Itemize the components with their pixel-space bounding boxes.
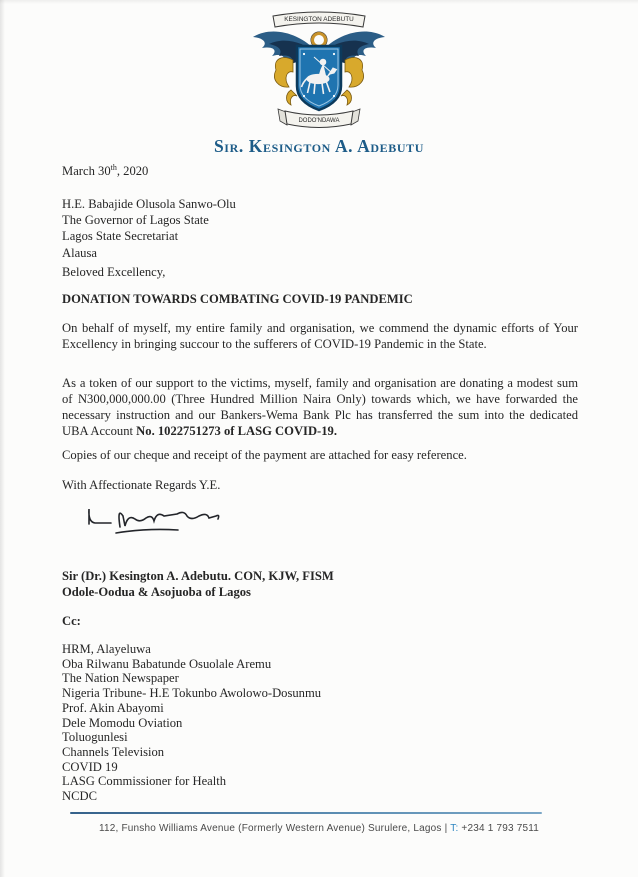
paragraph-2-account-bold: No. 1022751273 of LASG COVID-19. xyxy=(136,424,337,438)
crest-ring-icon xyxy=(313,34,326,47)
date-ordinal: th xyxy=(110,162,117,172)
closing-line: With Affectionate Regards Y.E. xyxy=(62,478,221,492)
list-line: COVID 19 xyxy=(62,759,118,774)
salutation: Beloved Excellency, xyxy=(62,265,166,279)
list-line: NCDC xyxy=(62,789,97,804)
signatory-name: Sir (Dr.) Kesington A. Adebutu. CON, KJW, FISM xyxy=(62,569,334,583)
list-line: Alausa xyxy=(62,245,97,260)
family-crest xyxy=(239,6,399,139)
subject-line: DONATION TOWARDS COMBATING COVID-19 PANDEMIC xyxy=(62,292,413,306)
top-ribbon xyxy=(273,12,365,27)
letterhead-name: Sir. Kesington A. Adebutu xyxy=(213,136,425,156)
signatory-block xyxy=(62,568,578,600)
date-year: , 2020 xyxy=(116,164,149,178)
paragraph-2 xyxy=(62,375,578,439)
footer-phone-label: T: xyxy=(450,823,459,834)
list-line: HRM, Alayeluwa xyxy=(62,642,151,656)
list-line: Prof. Akin Abayomi xyxy=(62,700,164,715)
cc-label: Cc: xyxy=(62,614,81,628)
handwritten-signature xyxy=(80,497,250,550)
list-line: Channels Television xyxy=(62,744,165,759)
bottom-ribbon-text: DODO'NDAWA xyxy=(298,118,340,124)
list-line: H.E. Babajide Olusola Sanwo-Olu xyxy=(62,197,236,211)
footer xyxy=(0,823,638,834)
footer-separator: | xyxy=(444,823,448,834)
crest-graphic xyxy=(239,6,399,134)
paragraph-2-text: As a token of our support to the victims, myself, family and organisation are donating a modest sum of N300,000,000.00 (Three Hundred Million Naira Only) towards which, we have forwarded the necessary instruction and our Bankers-Wema Bank Plc has transferred the sum into the dedicated UBA Account xyxy=(62,376,578,438)
list-line: LASG Commissioner for Health xyxy=(62,774,227,789)
bottom-ribbon xyxy=(278,109,360,128)
list-line: Oba Rilwanu Babatunde Osuolale Aremu xyxy=(62,656,272,671)
top-ribbon-text: KESINGTON ADEBUTU xyxy=(284,16,354,23)
date-day: March 30 xyxy=(62,164,111,178)
signatory-title: Odole-Oodua & Asojuoba of Lagos xyxy=(62,585,251,599)
list-line: The Nation Newspaper xyxy=(62,671,179,686)
list-line: Lagos State Secretariat xyxy=(62,229,179,244)
list-line: Toluogunlesi xyxy=(62,730,128,745)
signature-icon xyxy=(80,497,250,545)
footer-address: 112, Funsho Williams Avenue (Formerly Western Avenue) Surulere, Lagos xyxy=(98,823,442,834)
cc-list xyxy=(62,642,578,804)
paragraph-3: Copies of our cheque and receipt of the payment are attached for easy reference. xyxy=(62,448,467,462)
list-line: Nigeria Tribune- H.E Tokunbo Awolowo-Dosunmu xyxy=(62,686,322,701)
paragraph-1: On behalf of myself, my entire family and organisation, we commend the dynamic efforts of Your Excellency in bringing succour to the sufferers of COVID-19 Pandemic in the State. xyxy=(62,321,578,351)
footer-divider xyxy=(70,812,542,814)
list-line: Dele Momodu Oviation xyxy=(62,715,183,730)
letter-date xyxy=(62,163,578,179)
footer-phone: +234 1 793 7511 xyxy=(461,823,540,834)
list-line: The Governor of Lagos State xyxy=(62,213,209,228)
recipient-address-block xyxy=(62,196,578,261)
